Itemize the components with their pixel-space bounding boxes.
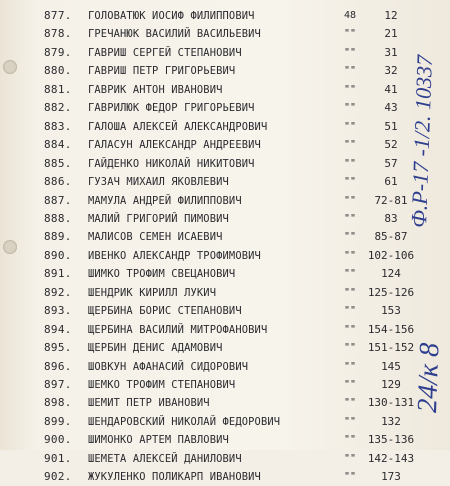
entry-mark: "" xyxy=(344,471,357,483)
entry-number: 881. xyxy=(44,82,72,96)
entry-mark: "" xyxy=(344,120,357,132)
entry-row xyxy=(0,44,450,62)
entry-value: 83 xyxy=(384,211,398,225)
entry-value: 32 xyxy=(384,64,398,78)
entry-number: 879. xyxy=(44,45,72,59)
entry-mark: "" xyxy=(344,379,357,390)
entry-number: 894. xyxy=(44,322,72,336)
entry-row xyxy=(0,192,450,210)
entry-row xyxy=(0,376,450,394)
entry-name: ГАЙДЕНКО НИКОЛАЙ НИКИТОВИЧ xyxy=(88,157,255,170)
entry-number: 899. xyxy=(44,414,72,428)
entry-mark: "" xyxy=(344,28,357,40)
entry-row xyxy=(0,7,450,25)
entry-name: ГРЕЧАНЮК ВАСИЛИЙ ВАСИЛЬЕВИЧ xyxy=(88,28,261,41)
entry-number: 885. xyxy=(44,156,72,170)
entry-value: 132 xyxy=(381,414,401,428)
entry-row xyxy=(0,136,450,154)
entry-row xyxy=(0,468,450,486)
entry-value: 142-143 xyxy=(367,451,415,465)
entry-row xyxy=(0,118,450,136)
entry-mark: "" xyxy=(344,323,357,335)
entry-number: 878. xyxy=(44,27,72,41)
entry-row xyxy=(0,228,450,246)
entry-row xyxy=(0,265,450,283)
entry-mark: "" xyxy=(344,286,357,298)
entry-number: 891. xyxy=(44,267,72,281)
entry-mark: "" xyxy=(344,176,357,188)
entry-value: 72-81 xyxy=(374,193,408,207)
entry-name: ГАЛОША АЛЕКСЕЙ АЛЕКСАНДРОВИЧ xyxy=(88,120,268,133)
entry-value: 124 xyxy=(381,267,401,281)
entry-mark: "" xyxy=(344,65,357,77)
entry-name: ЩЕРБИНА ВАСИЛИЙ МИТРОФАНОВИЧ xyxy=(88,323,268,336)
entry-value: 153 xyxy=(381,304,401,318)
entry-mark: "" xyxy=(344,342,357,354)
handwritten-note-bottom: 24/к 8 xyxy=(412,342,446,414)
handwritten-annotation xyxy=(388,18,448,438)
entry-mark: "" xyxy=(344,360,357,372)
entry-name: ГАЛАСУН АЛЕКСАНДР АНДРЕЕВИЧ xyxy=(88,139,261,152)
entry-row xyxy=(0,173,450,191)
entry-value: 52 xyxy=(384,138,398,152)
entry-row xyxy=(0,210,450,228)
entry-row xyxy=(0,339,450,357)
entry-number: 888. xyxy=(44,211,72,225)
entry-number: 898. xyxy=(44,396,72,410)
entry-number: 887. xyxy=(44,193,72,207)
entry-name: ШИМОНКО АРТЕМ ПАВЛОВИЧ xyxy=(88,434,229,447)
handwritten-note-top: Ф.Р-17 -1/2. 10337 xyxy=(406,54,438,229)
entry-name: ГАВРИЛЮК ФЕДОР ГРИГОРЬЕВИЧ xyxy=(88,102,255,115)
entry-value: 151-152 xyxy=(367,341,415,355)
entry-name: МАМУЛА АНДРЕЙ ФИЛИППОВИЧ xyxy=(88,194,242,207)
entry-number: 880. xyxy=(44,64,72,78)
entry-mark: "" xyxy=(344,305,357,317)
entry-name: ШЕНДАРОВСКИЙ НИКОЛАЙ ФЕДОРОВИЧ xyxy=(88,415,281,428)
entry-value: 12 xyxy=(384,9,398,22)
entry-row xyxy=(0,431,450,449)
entry-name: ШЕМИТ ПЕТР ИВАНОВИЧ xyxy=(88,397,210,410)
entry-row xyxy=(0,155,450,173)
entry-name: ШЕНДРИК КИРИЛЛ ЛУКИЧ xyxy=(88,286,217,299)
entry-value: 102-106 xyxy=(367,248,415,262)
entry-row xyxy=(0,99,450,117)
entry-name: ГАВРИШ СЕРГЕЙ СТЕПАНОВИЧ xyxy=(88,46,242,59)
entry-number: 889. xyxy=(44,230,72,244)
entry-value: 145 xyxy=(381,359,401,373)
entry-name: ШОВКУН АФАНАСИЙ СИДОРОВИЧ xyxy=(88,360,249,373)
entry-number: 877. xyxy=(44,9,72,22)
entry-number: 893. xyxy=(44,304,72,318)
entry-name: ЖУКУЛЕНКО ПОЛИКАРП ИВАНОВИЧ xyxy=(88,471,261,484)
entry-row xyxy=(0,247,450,265)
entry-mark: "" xyxy=(344,139,357,151)
entry-value: 85-87 xyxy=(374,230,408,244)
entry-number: 884. xyxy=(44,138,72,152)
entry-row xyxy=(0,321,450,339)
entry-value: 129 xyxy=(381,378,401,391)
entry-value: 41 xyxy=(384,82,398,96)
entry-mark: "" xyxy=(344,157,357,169)
entry-number: 883. xyxy=(44,119,72,133)
entry-row xyxy=(0,450,450,468)
entry-name: ШИМКО ТРОФИМ СВЕЦАНОВИЧ xyxy=(88,268,236,281)
entry-number: 886. xyxy=(44,175,72,189)
entry-number: 895. xyxy=(44,341,72,355)
entry-value: 173 xyxy=(381,470,401,484)
entry-number: 892. xyxy=(44,285,72,299)
entry-name: ШЕМЕТА АЛЕКСЕЙ ДАНИЛОВИЧ xyxy=(88,452,242,465)
entry-mark: "" xyxy=(344,397,357,409)
entry-mark: "" xyxy=(344,231,357,243)
entry-mark: "" xyxy=(344,194,357,206)
entry-number: 890. xyxy=(44,248,72,262)
entry-number: 900. xyxy=(44,433,72,447)
entry-mark: "" xyxy=(344,83,357,95)
entry-mark: "" xyxy=(344,249,357,261)
handwriting-svg xyxy=(388,18,448,438)
entry-name: ЩЕРБИН ДЕНИС АДАМОВИЧ xyxy=(88,342,223,355)
entry-row xyxy=(0,394,450,412)
entry-value: 135-136 xyxy=(367,433,415,447)
entry-mark: "" xyxy=(344,212,357,224)
entry-name: ШЕМКО ТРОФИМ СТЕПАНОВИЧ xyxy=(88,379,236,391)
entry-name: ГАВРИШ ПЕТР ГРИГОРЬЕВИЧ xyxy=(88,65,236,78)
entry-number: 902. xyxy=(44,470,72,484)
entry-mark: 48 xyxy=(344,10,357,21)
entry-row xyxy=(0,302,450,320)
entry-mark: "" xyxy=(344,46,357,58)
entry-row xyxy=(0,25,450,43)
entry-mark: "" xyxy=(344,415,357,427)
entry-mark: "" xyxy=(344,102,357,114)
entry-name: ЩЕРБИНА БОРИС СТЕПАНОВИЧ xyxy=(88,305,242,318)
entry-row xyxy=(0,81,450,99)
entry-name: ГОЛОВАТЮК ИОСИФ ФИЛИППОВИЧ xyxy=(88,10,255,22)
entry-number: 882. xyxy=(44,101,72,115)
entry-mark: "" xyxy=(344,452,357,464)
entry-row xyxy=(0,284,450,302)
entry-row xyxy=(0,62,450,80)
entry-number: 901. xyxy=(44,451,72,465)
entry-name: МАЛИЙ ГРИГОРИЙ ПИМОВИЧ xyxy=(88,212,229,225)
entry-name: ГУЗАЧ МИХАИЛ ЯКОВЛЕВИЧ xyxy=(88,176,229,189)
entry-value: 31 xyxy=(384,45,398,59)
entry-value: 61 xyxy=(384,175,398,189)
entry-value: 43 xyxy=(384,101,398,115)
entry-row xyxy=(0,358,450,376)
entry-mark: "" xyxy=(344,268,357,280)
entry-value: 125-126 xyxy=(367,285,415,299)
entry-mark: "" xyxy=(344,434,357,446)
entry-value: 21 xyxy=(384,27,398,41)
entry-name: ИВЕНКО АЛЕКСАНДР ТРОФИМОВИЧ xyxy=(88,249,261,262)
entry-value: 154-156 xyxy=(367,322,415,336)
entry-value: 57 xyxy=(384,156,398,170)
entry-name: МАЛИСОВ СЕМЕН ИСАЕВИЧ xyxy=(88,231,223,244)
entry-number: 897. xyxy=(44,378,72,391)
entry-value: 130-131 xyxy=(367,396,415,410)
entry-number: 896. xyxy=(44,359,72,373)
entry-value: 51 xyxy=(384,119,398,133)
entry-name: ГАВРИК АНТОН ИВАНОВИЧ xyxy=(88,83,223,96)
entry-row xyxy=(0,413,450,431)
